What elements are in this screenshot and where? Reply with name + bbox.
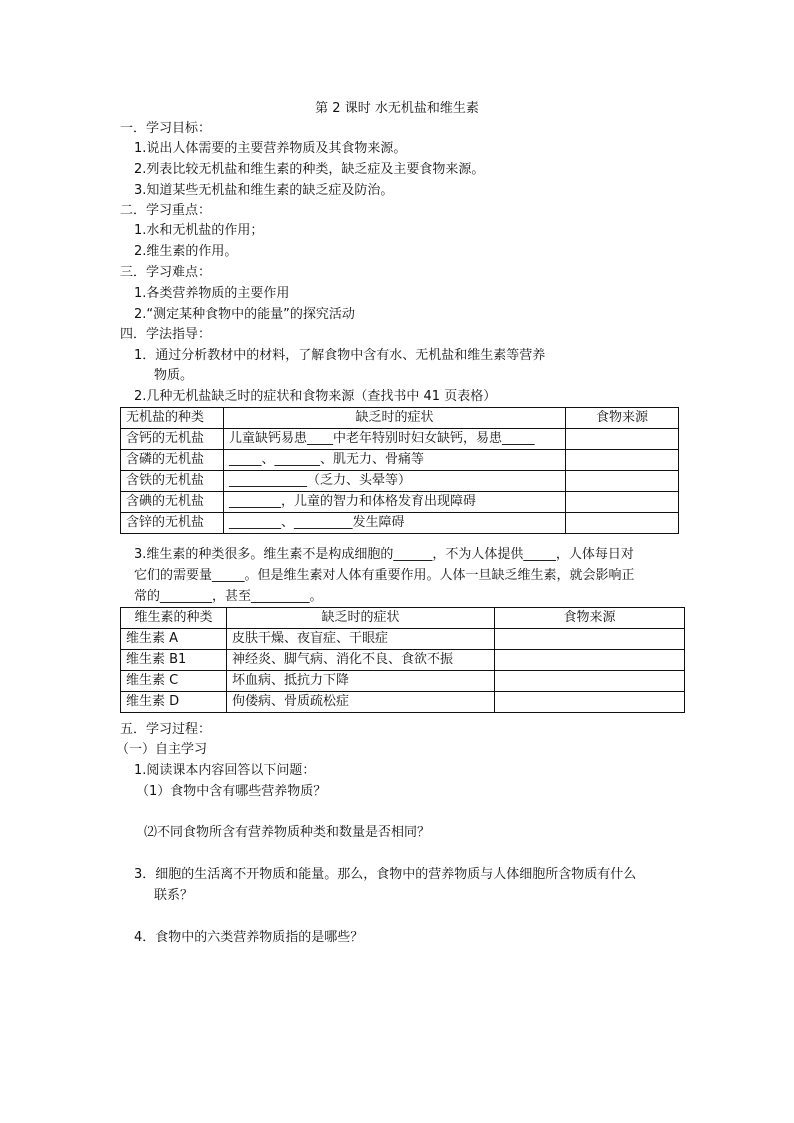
question-1b: ⑵不同食物所含有营养物质种类和数量是否相同？ <box>144 825 431 840</box>
food-source-cell[interactable] <box>495 671 685 692</box>
question-3-line1: 3．细胞的生活离不开物质和能量。那么，食物中的营养物质与人体细胞所含物质有什么 <box>134 867 637 882</box>
header-cell: 无机盐的种类 <box>121 408 224 429</box>
goal-item-2: 2.列表比较无机盐和维生素的种类，缺乏症及主要食物来源。 <box>134 162 485 177</box>
mineral-table <box>120 407 679 534</box>
focus-item-2: 2.维生素的作用。 <box>134 244 238 259</box>
mineral-type-cell: 含磷的无机盐 <box>121 450 224 471</box>
header-cell: 食物来源 <box>566 408 679 429</box>
food-source-cell[interactable] <box>566 471 679 492</box>
symptom-cell: ____________（乏力、头晕等） <box>224 471 566 492</box>
goal-item-1: 1.说出人体需要的主要营养物质及其食物来源。 <box>134 141 407 156</box>
difficulty-item-2: 2.“测定某种食物中的能量”的探究活动 <box>134 307 355 322</box>
focus-item-1: 1.水和无机盐的作用； <box>134 223 264 238</box>
mineral-type-cell: 含钙的无机盐 <box>121 429 224 450</box>
vitamin-intro-line2: 它们的需要量_____。但是维生素对人体有重要作用。人体一旦缺乏维生素，就会影响正 <box>134 568 635 583</box>
subsection-self-study: （一）自主学习 <box>116 742 208 757</box>
symptom-cell: 神经炎、脚气病、消化不良、食欲不振 <box>227 650 495 671</box>
header-cell: 缺乏时的症状 <box>227 608 495 629</box>
symptom-cell: ________、_________发生障碍 <box>224 513 566 534</box>
method-item-1-line1: 1．通过分析教材中的材料，了解食物中含有水、无机盐和维生素等营养 <box>134 348 546 363</box>
vitamin-type-cell: 维生素 A <box>121 629 227 650</box>
table-row <box>121 513 679 534</box>
table-row <box>121 650 685 671</box>
method-item-1-line2: 物质。 <box>154 368 194 383</box>
table-row <box>121 692 685 713</box>
vitamin-table <box>120 607 685 713</box>
vitamin-intro-line1: 3.维生素的种类很多。维生素不是构成细胞的______，不为人体提供_____，人体每日对 <box>134 547 634 562</box>
question-4: 4．食物中的六类营养物质指的是哪些？ <box>134 930 364 945</box>
section-heading-process: 五．学习过程： <box>120 722 212 737</box>
question-3-line2: 联系？ <box>154 888 194 903</box>
header-cell: 食物来源 <box>495 608 685 629</box>
food-source-cell[interactable] <box>495 650 685 671</box>
goal-item-3: 3.知道某些无机盐和维生素的缺乏症及防治。 <box>134 183 394 198</box>
section-heading-difficulty: 三．学习难点： <box>120 265 212 280</box>
vitamin-type-cell: 维生素 B1 <box>121 650 227 671</box>
table-row <box>121 629 685 650</box>
header-cell: 缺乏时的症状 <box>224 408 566 429</box>
vitamin-type-cell: 维生素 D <box>121 692 227 713</box>
header-cell: 维生素的种类 <box>121 608 227 629</box>
vitamin-type-cell: 维生素 C <box>121 671 227 692</box>
table-header-row <box>121 408 679 429</box>
table-row <box>121 471 679 492</box>
food-source-cell[interactable] <box>566 450 679 471</box>
symptom-cell: ________，儿童的智力和体格发育出现障碍 <box>224 492 566 513</box>
question-1a: （1）食物中含有哪些营养物质？ <box>136 784 327 799</box>
vitamin-intro-line3: 常的________，甚至_________。 <box>134 589 323 604</box>
difficulty-item-1: 1.各类营养物质的主要作用 <box>134 286 290 301</box>
food-source-cell[interactable] <box>566 492 679 513</box>
food-source-cell[interactable] <box>495 629 685 650</box>
food-source-cell[interactable] <box>566 429 679 450</box>
section-heading-method: 四．学法指导： <box>120 327 212 342</box>
symptom-cell: _____、_______、肌无力、骨痛等 <box>224 450 566 471</box>
table-row <box>121 429 679 450</box>
page-title: 第 2 课时 水无机盐和维生素 <box>315 101 479 116</box>
section-heading-focus: 二．学习重点： <box>120 203 212 218</box>
symptom-cell: 坏血病、抵抗力下降 <box>227 671 495 692</box>
symptom-cell: 皮肤干燥、夜盲症、干眼症 <box>227 629 495 650</box>
method-item-2: 2.几种无机盐缺乏时的症状和食物来源（查找书中 41 页表格） <box>134 389 497 404</box>
mineral-type-cell: 含锌的无机盐 <box>121 513 224 534</box>
table-row <box>121 671 685 692</box>
symptom-cell: 佝偻病、骨质疏松症 <box>227 692 495 713</box>
section-heading-goals: 一．学习目标： <box>120 121 212 136</box>
mineral-type-cell: 含铁的无机盐 <box>121 471 224 492</box>
mineral-type-cell: 含碘的无机盐 <box>121 492 224 513</box>
food-source-cell[interactable] <box>495 692 685 713</box>
table-row <box>121 450 679 471</box>
symptom-cell: 儿童缺钙易患____中老年特别时妇女缺钙，易患_____ <box>224 429 566 450</box>
table-header-row <box>121 608 685 629</box>
food-source-cell[interactable] <box>566 513 679 534</box>
table-row <box>121 492 679 513</box>
question-1: 1.阅读课本内容回答以下问题： <box>134 763 316 778</box>
